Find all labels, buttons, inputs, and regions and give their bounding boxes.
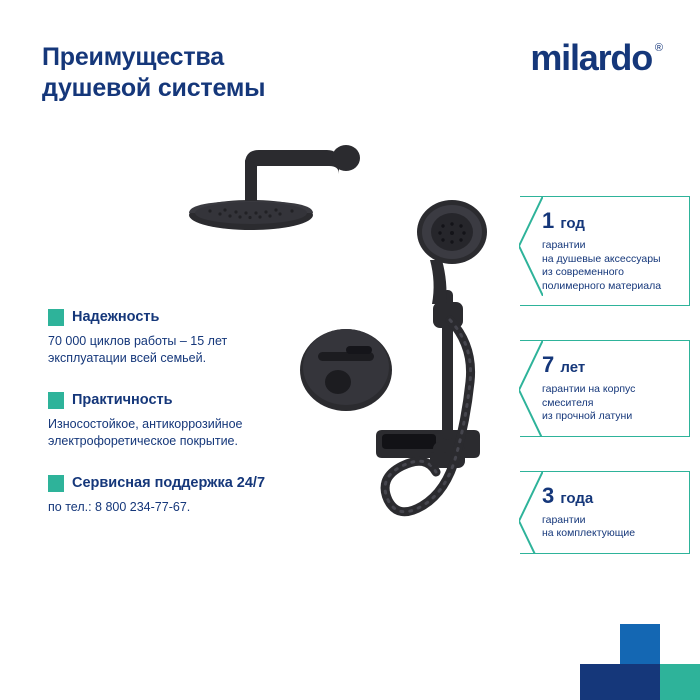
warranty-description-line-1: гарантии [542,513,586,526]
brand-logo-text: milardo [530,37,652,78]
warranty-description-line-1: гарантии [542,239,586,251]
feature-item-support [48,474,308,516]
arrow-notch-icon [519,471,543,554]
feature-title-row [48,474,308,492]
features-list [48,308,308,540]
decoration-square-blue [620,624,660,664]
feature-item-reliability [48,308,308,367]
decoration-square-navy [620,664,660,700]
feature-text-line-2: электрофоретическое покрытие. [48,434,238,448]
feature-text [48,416,308,450]
warranty-unit: года [560,489,594,507]
warranty-callout-components [520,471,690,554]
warranty-description [542,514,683,541]
warranty-description-line-3: из современного [542,266,624,278]
page-title [42,42,372,104]
warranty-duration [542,209,683,236]
warranty-value: 1 [542,208,555,233]
warranty-callouts [520,196,690,588]
accent-bar-icon [48,392,64,409]
warranty-value: 7 [542,352,555,377]
warranty-description-line-2: на комплектующие [542,527,636,539]
warranty-description [542,383,683,424]
warranty-duration [542,484,683,511]
warranty-duration [542,353,683,380]
feature-text-line-1: по тел.: 8 800 234-77-67. [48,500,191,514]
warranty-value: 3 [542,482,555,508]
warranty-description-line-2: смесителя [542,396,594,409]
arrow-notch-icon [519,196,543,306]
feature-text [48,499,308,516]
accent-bar-icon [48,309,64,326]
accent-bar-icon [48,475,64,492]
brand-logo [530,37,663,78]
feature-text-line-1: 70 000 циклов работы – 15 лет [48,334,228,348]
warranty-callout-body [520,340,690,437]
decoration-square-navy-2 [580,664,620,700]
feature-title: Практичность [72,392,173,408]
warranty-description-line-2: на душевые аксессуары [542,252,661,265]
feature-text-line-2: эксплуатации всей семьей. [48,351,207,365]
warranty-description-line-4: полимерного материала [542,279,662,292]
decoration-square-teal [660,664,700,700]
page-title-line-1: Преимущества [42,43,224,71]
warranty-callout-accessories [520,196,690,306]
arrow-notch-icon [519,340,543,437]
feature-title-row [48,308,308,326]
warranty-description-line-3: из прочной латуни [542,410,633,422]
feature-title: Надежность [72,309,160,325]
warranty-unit: год [560,215,585,232]
warranty-description [542,239,683,293]
page-title-line-2: душевой системы [42,74,266,102]
warranty-description-line-1: гарантии на корпус [542,383,636,395]
feature-text [48,333,308,367]
feature-title-row [48,391,308,409]
registered-trademark-icon: ® [654,42,663,54]
feature-item-practicality [48,391,308,450]
feature-title: Сервисная поддержка 24/7 [72,475,266,491]
warranty-unit: лет [560,359,586,376]
corner-decoration [580,624,700,700]
feature-text-line-1: Износостойкое, антикоррозийное [48,417,243,431]
